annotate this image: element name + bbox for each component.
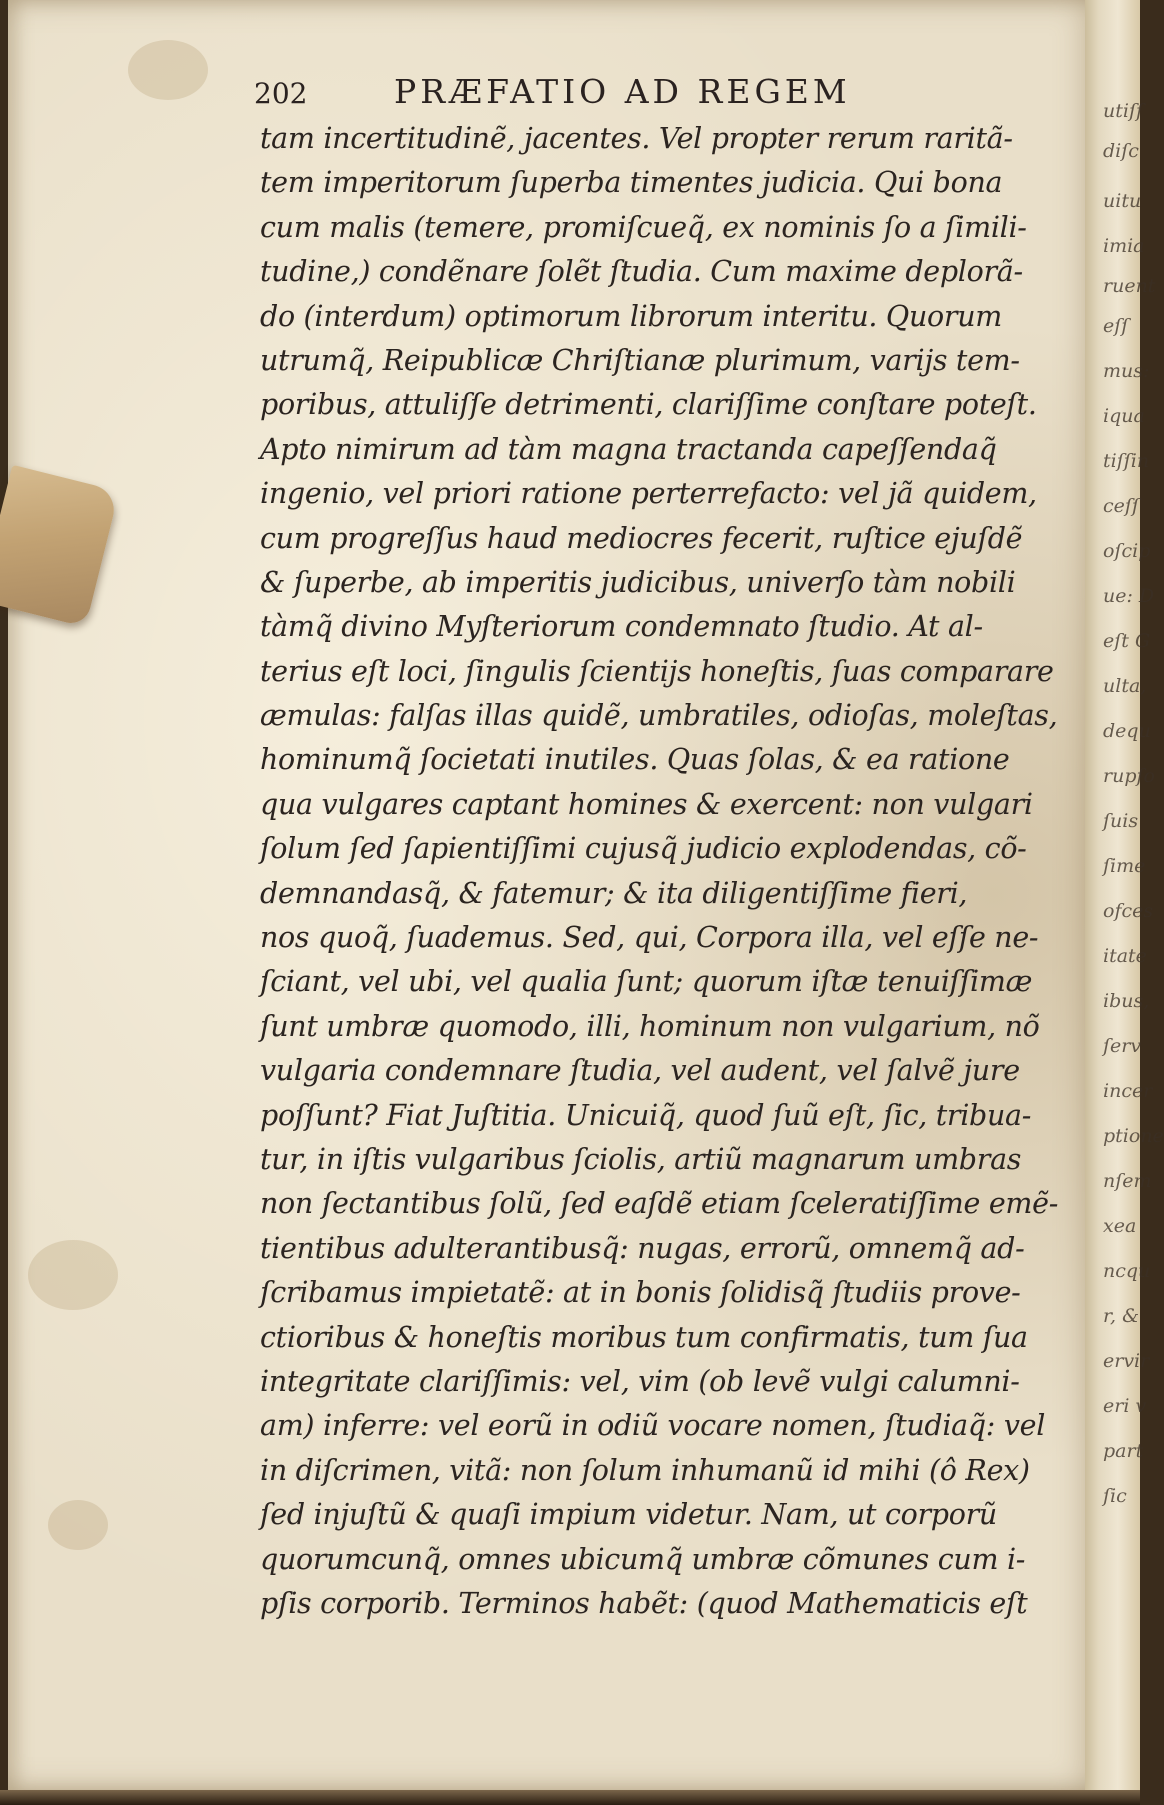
running-title: PRÆFATIO AD REGEM [394,72,851,111]
facing-page-fragment: imia [1103,235,1145,257]
facing-page-fragment: xea [1103,1215,1137,1237]
facing-page-fragment: ncqu [1103,1260,1151,1282]
text-line: demnandasq̃, & fatemur; & ita diligentiſſime fieri, [260,876,968,910]
facing-page-fragment: ſime [1103,855,1146,877]
text-line: ſunt umbræ quomodo, illi, hominum non vulgarium, nõ [260,1009,1040,1043]
facing-page-fragment: part [1103,1440,1144,1462]
text-line: ſed injuſtũ & quaſi impium videtur. Nam, ut corporũ [260,1498,997,1532]
text-line: ſcribamus impietatẽ: at in bonis ſolidisq̃ ſtudiis prove- [260,1276,1021,1310]
text-line: & ſuperbe, ab imperitis judicibus, univerſo tàm nobili [260,565,1016,599]
facing-page-fragment: ulta, [1103,675,1147,697]
running-head [254,72,954,112]
text-line: ſolum ſed ſapientiſſimi cujusq̃ judicio explodendas, cõ- [260,832,1027,866]
facing-page-fragment: dequ [1103,720,1151,742]
facing-page-fragment: ibus, [1103,990,1150,1012]
facing-page-fragment: nſem [1103,1170,1152,1192]
page-number: 202 [254,77,308,110]
facing-page-fragment: r, & [1103,1305,1139,1327]
facing-page-fragment: ue: D [1103,585,1155,607]
facing-page-fragment: eſſ [1103,315,1129,337]
facing-page-fragment: oſcip [1103,540,1151,562]
facing-page-fragment: eſt G [1103,630,1151,652]
text-line: cum malis (temere, promiſcueq̃, ex nominis ſo a ſimili- [260,210,1027,244]
facing-page-fragment: ptione [1103,1125,1164,1147]
paper-stain [28,1240,118,1310]
text-line: non ſectantibus ſolũ, ſed eaſdẽ etiam ſceleratiſſime emẽ- [260,1187,1059,1221]
text-line: qua vulgares captant homines & exercent: non vulgari [260,787,1033,821]
text-line: tam incertitudinẽ, jacentes. Vel propter rerum raritã- [260,122,1013,155]
text-line: in diſcrimen, vitã: non ſolum inhumanũ id mihi (ô Rex) [260,1453,1030,1487]
text-line: Apto nimirum ad tàm magna tractanda capeſſendaq̃ [260,432,997,466]
facing-page-fragment: ceſſ [1103,495,1139,517]
text-line: pſis corporib. Terminos habẽt: (quod Mathematicis eſt [260,1586,1028,1620]
facing-page-fragment: ſerv [1103,1035,1142,1057]
text-line: hominumq̃ ſocietati inutiles. Quas ſolas, & ea ratione [260,743,1010,777]
facing-page-fragment: ſic [1103,1485,1127,1507]
facing-page-fragment: utiſſ [1103,100,1144,122]
facing-page-fragment: rupſo [1103,765,1155,787]
page-bottom-edge [0,1790,1140,1805]
body-text [260,117,1060,1626]
text-line: quorumcunq̃, omnes ubicumq̃ umbræ cõmunes cum i- [260,1542,1026,1576]
facing-page-fragment: eri v [1103,1395,1147,1417]
text-line: cum progreſſus haud mediocres fecerit, ruſtice ejuſdẽ [260,521,1023,555]
text-line: terius eſt loci, ſingulis ſcientijs honeſtis, ſuas comparare [260,654,1054,688]
facing-page-fragment: ſuis [1103,810,1139,832]
text-line: poſſunt? Fiat Juſtitia. Unicuiq̃, quod ſuũ eſt, ſic, tribua- [260,1098,1032,1132]
text-line: tientibus adulterantibusq̃: nugas, errorũ, omnemq̃ ad- [260,1231,1025,1265]
text-line: vulgaria condemnare ſtudia, vel audent, vel ſalvẽ jure [260,1054,1020,1088]
facing-page-edge [1085,0,1164,1805]
text-line: ſciant, vel ubi, vel qualia ſunt; quorum iſtæ tenuiſſimæ [260,965,1033,999]
book-page [8,0,1103,1790]
facing-page-fragment: ofces [1103,900,1154,922]
text-line: integritate clariſſimis: vel, vim (ob levẽ vulgi calumni- [260,1364,1020,1398]
text-line: tudine,) condẽnare ſolẽt ſtudia. Cum maxime deplorã- [260,255,1023,289]
text-line: tàmq̃ divino Myſteriorum condemnato ſtudio. At al- [260,610,983,644]
facing-page-fragment: tiſſin [1103,450,1150,472]
facing-page-fragment: uitu [1103,190,1142,212]
facing-page-fragment: diſc [1103,140,1139,162]
text-line: poribus, attuliſſe detrimenti, clariſſime conſtare poteſt. [260,388,1037,422]
facing-page-fragment: iqua [1103,405,1145,427]
text-line: tem imperitorum ſuperba timentes judicia. Qui bona [260,166,1003,200]
text-line: ingenio, vel priori ratione perterrefacto: vel jã quidem, [260,477,1037,511]
facing-page-fragment: incer [1103,1080,1153,1102]
text-line: ctioribus & honeſtis moribus tum confirmatis, tum ſua [260,1320,1028,1354]
facing-page-fragment: ruent [1103,275,1156,297]
text-line: tur, in iſtis vulgaribus ſciolis, artiũ magnarum umbras [260,1142,1022,1176]
text-line: nos quoq̃, ſuademus. Sed, qui, Corpora illa, vel eſſe ne- [260,921,1039,955]
text-line: æmulas: falſas illas quidẽ, umbratiles, odioſas, moleſtas, [260,699,1058,733]
text-line: utrumq̃, Reipublicæ Chriſtianæ plurimum, varijs tem- [260,343,1020,377]
paper-stain [128,40,208,100]
text-line: do (interdum) optimorum librorum interitu. Quorum [260,299,1002,333]
facing-page-fragment: ervir [1103,1350,1150,1372]
facing-page-fragment: mus: [1103,360,1150,382]
text-line: am) inferre: vel eorũ in odiũ vocare nomen, ſtudiaq̃: vel [260,1409,1046,1443]
facing-page-fragment: itate [1103,945,1147,967]
paper-stain [48,1500,108,1550]
